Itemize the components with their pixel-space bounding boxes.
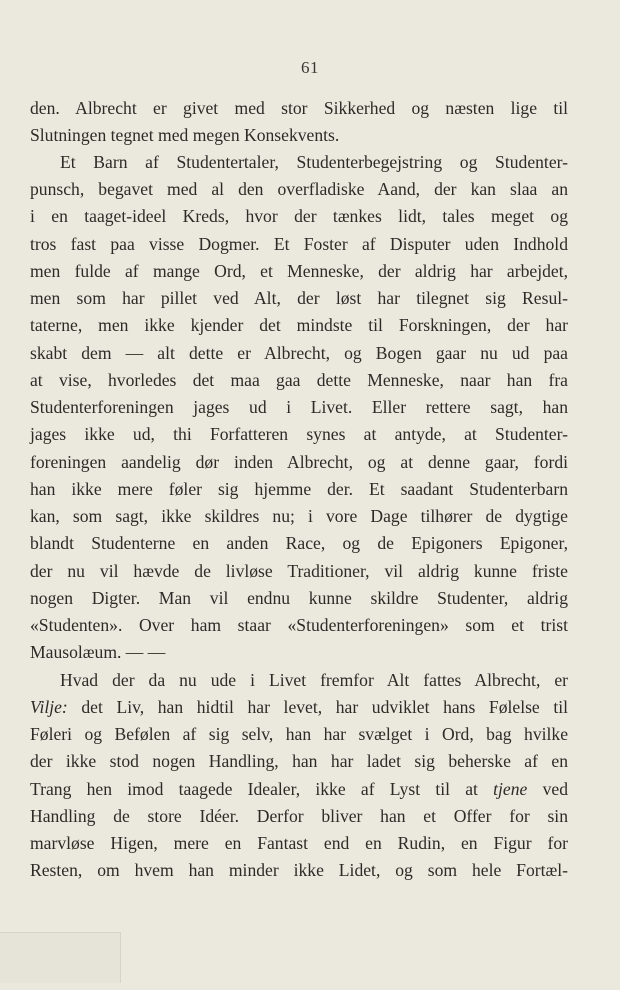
text-line: punsch, begavet med al den overfladiske Aand, der kan slaa an	[30, 179, 568, 199]
text-line: der ikke stod nogen Handling, han har ladet sig beherske af en	[30, 751, 568, 771]
text-line: «Studenten». Over ham staar «Studenterforeningen» som et trist	[30, 615, 568, 635]
text-line	[30, 694, 568, 721]
text-span: Trang hen imod taagede Idealer, ikke af Lyst til at	[30, 779, 494, 799]
text-line: Mausolæum. — —	[30, 642, 166, 662]
text-line: skabt dem — alt dette er Albrecht, og Bogen gaar nu ud paa	[30, 343, 568, 363]
text-line: Hvad der da nu ude i Livet fremfor Alt fattes Albrecht, er	[60, 670, 568, 690]
text-line: men som har pillet ved Alt, der løst har tilegnet sig Resul-	[30, 288, 568, 308]
text-line: den. Albrecht er givet med stor Sikkerhed og næsten lige til	[30, 98, 568, 118]
text-line: at vise, hvorledes det maa gaa dette Menneske, naar han fra	[30, 370, 568, 390]
text-line: men fulde af mange Ord, et Menneske, der aldrig har arbejdet,	[30, 261, 568, 281]
text-line: Resten, om hvem han minder ikke Lidet, og som hele Fortæl-	[30, 860, 568, 880]
text-line: han ikke mere føler sig hjemme der. Et saadant Studenterbarn	[30, 479, 568, 499]
text-span: det Liv, han hidtil har levet, har udviklet hans Følelse til	[67, 697, 568, 717]
text-line: tros fast paa visse Dogmer. Et Foster af Disputer uden Indhold	[30, 234, 568, 254]
scan-margin-mark	[0, 932, 121, 983]
text-line: Studenterforeningen jages ud i Livet. Eller rettere sagt, han	[30, 397, 568, 417]
text-line: foreningen aandelig dør inden Albrecht, og at denne gaar, fordi	[30, 452, 568, 472]
page-number: 61	[301, 58, 319, 77]
text-line: blandt Studenterne en anden Race, og de Epigoners Epigoner,	[30, 533, 568, 553]
italic-word: tjene	[493, 779, 528, 799]
text-line: i en taaget-ideel Kreds, hvor der tænkes lidt, tales meget og	[30, 206, 568, 226]
text-line: nogen Digter. Man vil endnu kunne skildre Studenter, aldrig	[30, 588, 568, 608]
text-span: ved	[527, 779, 568, 799]
text-line: der nu vil hævde de livløse Traditioner, vil aldrig kunne friste	[30, 561, 568, 581]
text-line: Et Barn af Studentertaler, Studenterbegejstring og Studenter-	[60, 152, 568, 172]
text-line: Handling de store Idéer. Derfor bliver han et Offer for sin	[30, 806, 568, 826]
text-line: marvløse Higen, mere en Fantast end en Rudin, en Figur for	[30, 833, 568, 853]
text-line	[30, 776, 568, 803]
text-line: kan, som sagt, ikke skildres nu; i vore Dage tilhører de dygtige	[30, 506, 568, 526]
text-line: jages ikke ud, thi Forfatteren synes at antyde, at Studenter-	[30, 424, 568, 444]
text-line: Føleri og Befølen af sig selv, han har svælget i Ord, bag hvilke	[30, 724, 568, 744]
text-line: Slutningen tegnet med megen Konsekvents.	[30, 125, 340, 145]
italic-word: Vilje:	[30, 697, 68, 717]
text-line: taterne, men ikke kjender det mindste til Forskningen, der har	[30, 315, 568, 335]
